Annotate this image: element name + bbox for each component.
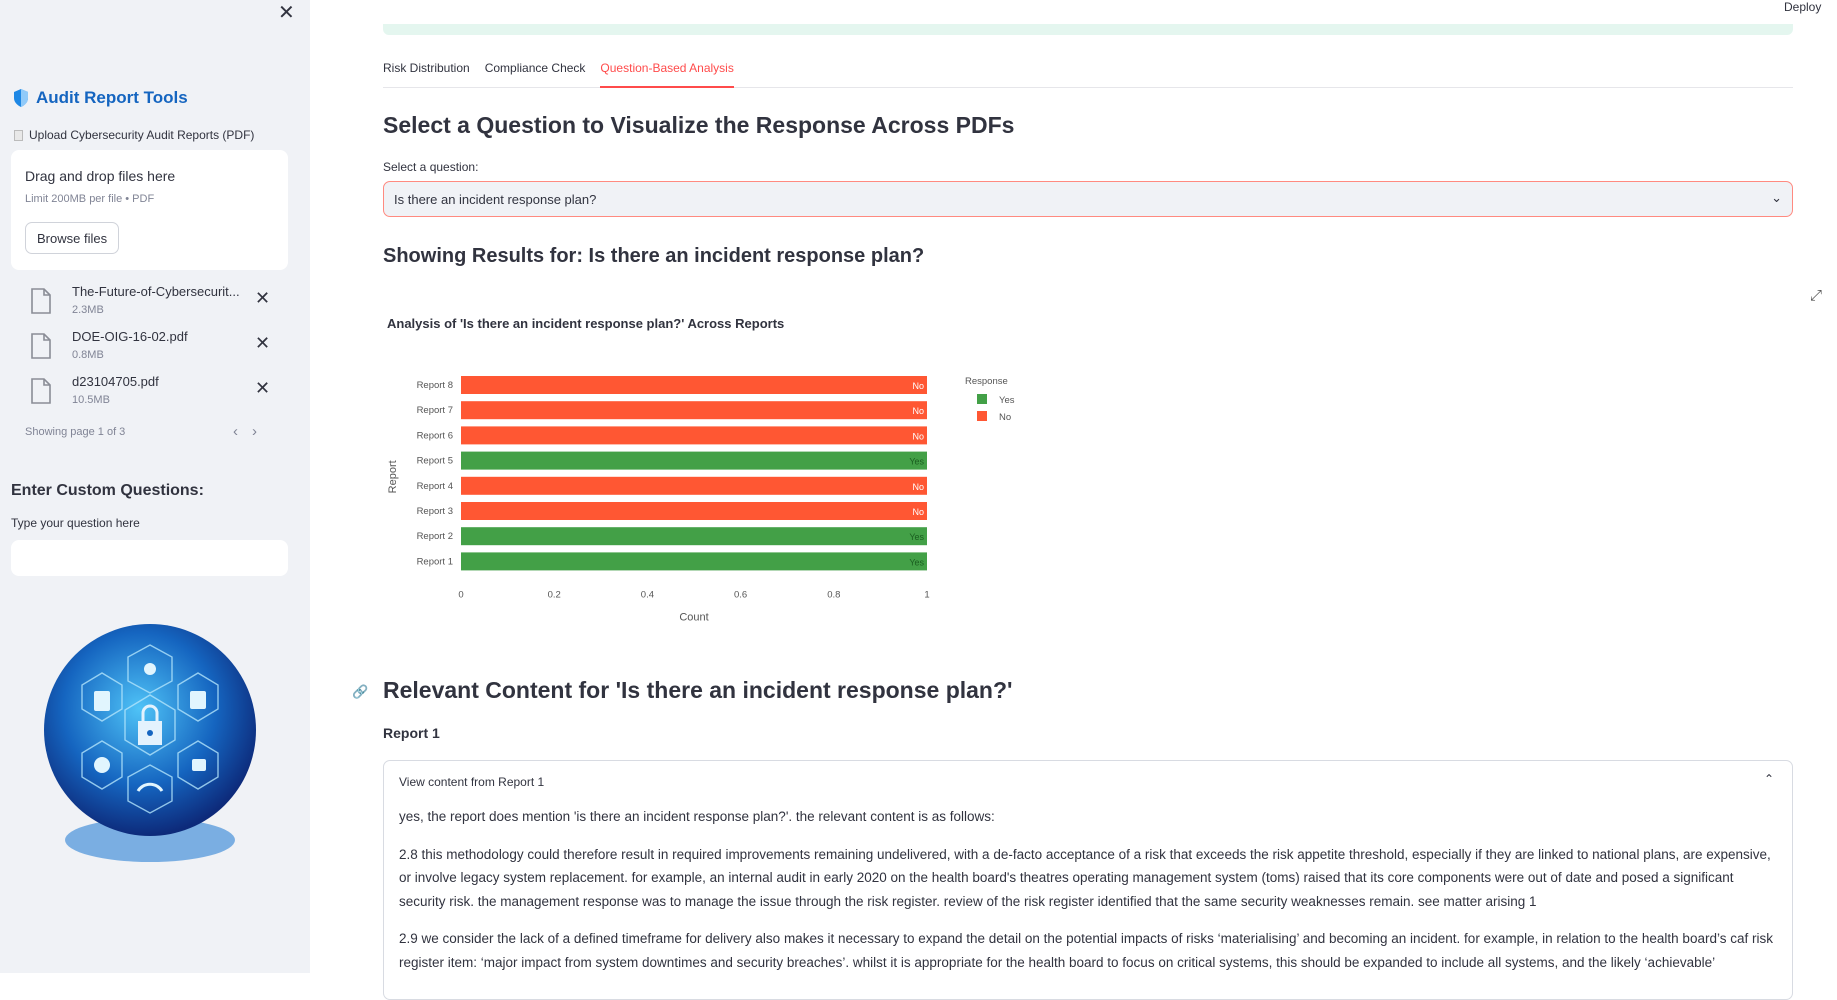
y-tick-label: Report 4 [416,480,453,492]
report-expander[interactable] [383,760,1793,1000]
legend-title: Response [965,376,1008,387]
question-input-label: Type your question here [11,516,140,530]
results-heading: Showing Results for: Is there an incident response plan? [383,245,925,267]
chart-title: Analysis of 'Is there an incident response plan?' Across Reports [387,316,785,331]
file-icon [30,333,52,359]
file-icon [30,378,52,404]
x-axis-label: Count [679,611,709,624]
remove-file-icon[interactable]: ✕ [255,288,271,308]
question-select-value: Is there an incident response plan? [394,191,597,207]
upload-label-text: Upload Cybersecurity Audit Reports (PDF) [29,128,255,142]
question-select[interactable] [383,181,1793,217]
x-tick-label: 0.6 [733,589,748,601]
x-tick-label: 1 [924,589,930,601]
chevron-up-icon[interactable]: ⌃ [1764,772,1775,786]
bar-label: No [912,431,924,442]
y-tick-label: Report 1 [416,556,453,568]
bar [461,502,927,520]
bar [461,477,927,495]
file-item [30,284,280,324]
close-icon[interactable]: ✕ [278,2,295,24]
y-tick-label: Report 8 [416,380,453,391]
deploy-button[interactable]: Deploy [1784,0,1822,14]
file-item [30,329,280,369]
remove-file-icon[interactable]: ✕ [255,333,271,353]
file-dropzone[interactable] [11,150,288,270]
bar [461,426,927,444]
tab-bar [383,58,1793,88]
dropzone-title: Drag and drop files here [25,168,176,184]
question-input[interactable] [11,540,288,576]
bar-label: No [912,406,924,417]
bar-label: No [912,381,924,391]
link-icon[interactable]: 🔗 [352,684,369,699]
file-name: DOE-OIG-16-02.pdf [72,329,188,344]
shield-icon [14,89,28,107]
custom-questions-heading: Enter Custom Questions: [11,482,204,499]
document-icon [14,130,23,141]
file-item [30,374,280,414]
top-status-bar [383,24,1793,35]
x-tick-label: 0.8 [827,589,841,601]
bar [461,452,927,470]
file-name: d23104705.pdf [72,374,159,389]
file-pager [25,423,275,440]
x-tick-label: 0.4 [640,589,655,601]
y-tick-label: Report 7 [416,405,453,417]
bar-label: Yes [909,557,924,568]
report-label: Report 1 [383,725,440,741]
legend-label: Yes [999,395,1015,406]
bar-chart [380,370,1040,630]
bar [461,552,927,570]
pager-text: Showing page 1 of 3 [25,426,126,438]
y-tick-label: Report 2 [416,531,453,543]
tab-compliance-check[interactable]: Compliance Check [484,61,586,75]
sidebar [0,0,310,973]
dropzone-limit: Limit 200MB per file • PDF [25,193,155,205]
chevron-down-icon: ⌄ [1771,190,1782,205]
sidebar-title [14,88,188,108]
cybersecurity-globe-image [40,615,260,865]
browse-files-button[interactable]: Browse files [25,222,119,254]
content-paragraph: 2.9 we consider the lack of a defined timeframe for delivery also makes it necessary to expand the detail on the potential impacts of risks ‘materialising’ and becoming an incident. for example, in relation to the health board’s caf risk register item: ‘major impact from system downtimes and security breaches’. whilst it is appropriate for the health board to focus on critical systems, this should be expanded to include all systems, and the likely ‘achievable’ [399,931,1773,970]
content-paragraph: 2.8 this methodology could therefore result in required improvements remaining undelivered, with a de-facto acceptance of a risk that exceeds the risk appetite threshold, especially if they are linked to national plans, are expensive, or involve legacy system replacement. for example, an internal audit in early 2020 on the health board's theatres operating management system (toms) raised that its core components were out of date and posed a significant security risk. the management response was to manage the issue through the risk register. review of the risk register identified that the same security weaknesses remain. see matter arising 1 [399,846,1771,909]
legend-label: No [999,412,1012,423]
tab-risk-distribution[interactable]: Risk Distribution [383,61,470,75]
file-size: 2.3MB [72,304,104,316]
bar [461,376,927,394]
x-tick-label: 0.2 [547,589,561,601]
bar-label: Yes [909,532,924,543]
bar-label: No [912,481,924,492]
legend-swatch [977,411,987,421]
page-title: Select a Question to Visualize the Response Across PDFs [383,112,1015,138]
x-tick-label: 0 [458,589,464,601]
upload-label [14,128,254,142]
bar [461,401,927,419]
y-tick-label: Report 6 [416,430,453,442]
sidebar-title-text: Audit Report Tools [36,88,188,107]
y-tick-label: Report 5 [416,455,453,467]
y-axis-label: Report [387,460,399,494]
legend-swatch [977,394,987,404]
bar [461,527,927,545]
chevron-right-icon[interactable]: › [252,423,257,440]
bar-label: No [912,507,924,517]
chevron-left-icon[interactable]: ‹ [233,423,238,440]
y-tick-label: Report 3 [416,506,453,517]
file-size: 0.8MB [72,349,104,361]
remove-file-icon[interactable]: ✕ [255,378,271,398]
file-size: 10.5MB [72,394,110,406]
tab-question-based-analysis[interactable]: Question-Based Analysis [600,58,733,88]
content-heading: Relevant Content for 'Is there an incident response plan?' [383,677,1013,703]
select-label: Select a question: [383,160,479,174]
expander-label[interactable]: View content from Report 1 [399,775,545,789]
file-name: The-Future-of-Cybersecurit... [72,284,240,299]
file-icon [30,288,52,314]
fullscreen-icon[interactable]: ⤢ [1810,287,1823,304]
expander-content [399,805,1779,988]
pager-arrows [233,423,257,440]
bar-label: Yes [909,456,924,467]
content-paragraph: yes, the report does mention 'is there an incident response plan?'. the relevant content is as follows: [399,809,995,824]
